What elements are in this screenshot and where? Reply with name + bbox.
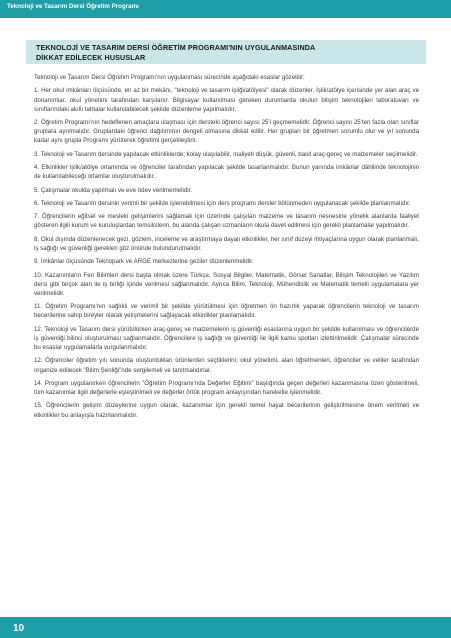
list-item: 8. Okul dışında düzenlenecek gezi, gözlem, inceleme ve araştırmaya dayalı etkinlikler, her sınıf düzeyi ihtiyaçlarına uygun olarak planlanmalı, iş sağlığı ve güvenliği gerekleri göz önünde bulundurulmalıdır.: [34, 235, 419, 252]
header-bar: [0, 0, 451, 18]
list-item: 10. Kazanımların Fen Bilimleri dersi başta olmak üzere Türkçe, Sosyal Bilgiler, Matematik, Görsel Sanatlar, Bilişim Teknolojileri ve Yazılım dersi gibi birçok alan ile iş birliği içinde verilmesi sağlanmalıdır. Ayrıca Bilim, Teknoloji, Mühendislik ve Matematik temelli uygulamalara yer verilmelidir.: [34, 271, 419, 297]
document-title: Teknoloji ve Tasarım Dersi Öğretim Programı: [7, 3, 139, 10]
list-item: 5. Çalışmalar okulda yapılmalı ve eve ödev verilmemelidir.: [34, 186, 193, 194]
page-number: 10: [13, 623, 25, 634]
list-item: 7. Öğrencilerin eğitsel ve mesleki gelişimlerini sağlamak için üzerinde çalışılan malzeme ve tasarım nesnesine yönelik alanlarda faaliyet gösteren ilgili kurum ve kuruluşlardan temsilcilerin, bu alanda çalışan uzmanların okula davet edilmesi için gerekli planlamalar yapılmalıdır.: [34, 213, 419, 230]
list-item: 11. Öğretim Programı'nın sağlıklı ve verimli bir şekilde yürütülmesi için öğretmen ön hazırlık yaparak öğrencilerin teknoloji ve tasarım becerilerine sahip bireyler olarak yetişmelerini sağlayacak etkinlikler planlamalıdır.: [34, 303, 419, 320]
list-item: 14. Program uygulanırken öğrencilerin "Öğretim Programı'nda Değerler Eğitimi" başlığında geçen değerleri kazanmasına özen gösterilmeli, tüm kazanımlar ilgili değerlerle eşleştirilmeli ve değerler örtük program anlayışından hareketle işlenmelidir.: [34, 379, 419, 396]
footer-bar: [0, 617, 451, 638]
body-text: [34, 73, 419, 424]
list-item: 12. Öğrenciler öğretim yılı sonunda oluşturdukları ürünlerden seçtiklerini; okul yönetimi, alan öğretmenleri, öğrenciler ve veliler tarafından organize edilecek "Bilim Şenliği"nde sergilemeli ve tanıtmalıdırlar.: [34, 357, 419, 374]
intro-paragraph: Teknoloji ve Tasarım Dersi Öğretim Programı'nın uygulanması sürecinde aşağıdaki esaslar gözetilir:: [34, 74, 305, 81]
list-item: 3. Teknoloji ve Tasarım dersinde yapılacak etkinliklerde; kolay ulaşılabilir, maliyeti düşük, güvenli, basit araç-gereç ve malzemeler seçilmelidir.: [34, 150, 418, 158]
list-item: 9. İmkânlar ölçüsünde Teknopark ve ARGE merkezlerine geziler düzenlenmelidir.: [34, 258, 254, 266]
list-item: 1. Her okul imkânları ölçüsünde, en az bir mekânı, "teknoloji ve tasarım işliği/atölyesi" olarak düzenler. İşlik/atölye içerisinde yer alan araç ve donanımlar, okul yönetimi tarafından karşılanır. Bilgisayar kullanılması gereken durumlarda okulun bilişim teknolojileri laboratuvarı ve sınıflarındaki akıllı tahtalar kullanılabilecek şekilde düzenleme yapılmalıdır.: [34, 87, 419, 113]
list-item: 15. Öğrencilerin gelişim düzeylerine uygun olarak, kazanımlar için gerekli temel hayat becerilerinin geliştirilmesine önem verilmeli ve etkinlikler bu anlayışla hazırlanmalıdır.: [34, 402, 419, 419]
list-item: 4. Etkinlikler işlik/atölye ortamında ve öğrenciler tarafından yapılacak şekilde tasarlanmalıdır. Bunun yanında imkânlar dâhilinde teknolojinin de kullanılabileceği ortamlar oluşturulmalıdır.: [34, 164, 419, 181]
section-heading-line-2: DİKKAT EDİLECEK HUSUSLAR: [36, 53, 146, 62]
section-heading-line-1: TEKNOLOJİ VE TASARIM DERSİ ÖĞRETİM PROGRAMI'NIN UYGULANMASINDA: [36, 43, 316, 52]
list-item: 12. Teknoloji ve Tasarım dersi yürütülürken araç-gereç ve malzemelerin iş güvenliği esaslarına uygun bir şekilde kullanılması ve öğrencilerde iş güvenliği bilinci oluşturulması sağlanmalıdır. Öğrencilere iş sağlığı ve güvenliği ile ilgili kamu spotları izlettirilmelidir. Çalışmalar sürecinde bu esaslar uygulamalarla vurgulanmalıdır.: [34, 325, 419, 351]
list-item: 6. Teknoloji ve Tasarım dersinin verimli bir şekilde işlenebilmesi için ders programı dersler bölünmeden uygulanacak şekilde planlanmalıdır.: [34, 199, 411, 207]
list-item: 2. Öğretim Programı'nın hedeflenen amaçlara ulaşması için dersteki öğrenci sayısı 25'i geçmemelidir. Öğrenci sayısı 25'ten fazla olan sınıflar gruplara ayrılmalıdır. Gruplardaki öğrenci dağılımının dengeli olmasına dikkat edilir. Her grupları bir öğretmen sorumlu olur ve yıl sonunda kadar aynı grupla Programı yürüterek öğretimi gerçekleştirir.: [34, 119, 419, 145]
